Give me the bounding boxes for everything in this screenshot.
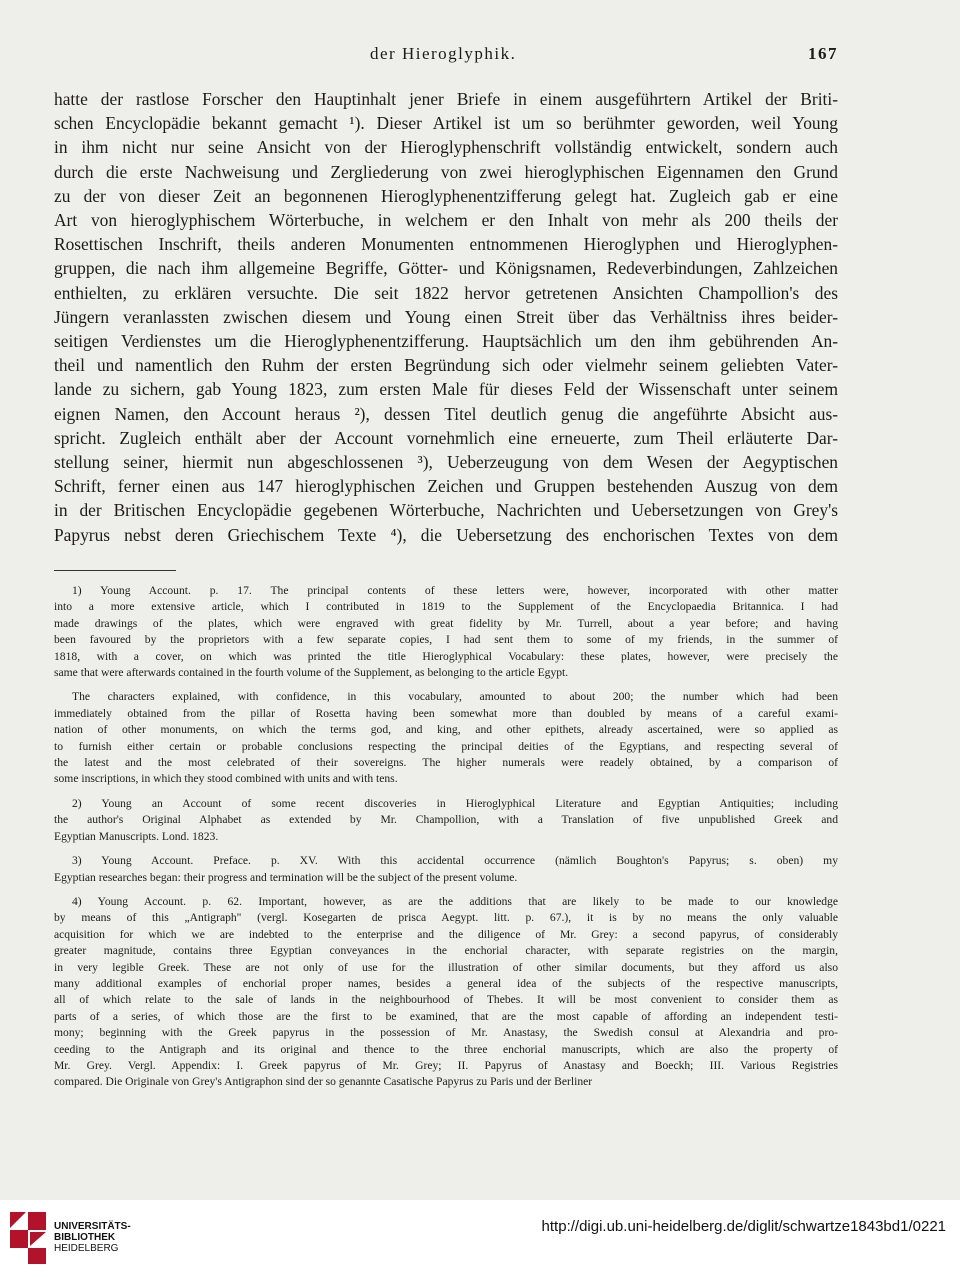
footnote-line: 2) Young an Account of some recent discoveries in Hieroglyphical Literature and Egyptian Antiquities; including — [72, 796, 838, 810]
text-line: spricht. Zugleich enthält aber der Account vornehmlich eine erneuerte, zum Theil erläuterte Dar- — [54, 427, 838, 448]
footnote-line: 4) Young Account. p. 62. Important, however, as are the additions that are likely to be made to our knowledge — [72, 894, 838, 908]
footnote-line: all of which relate to the sale of lands in the neighbourhood of Thebes. It will be most convenient to consider them as — [54, 993, 838, 1007]
footer-bar — [0, 1200, 960, 1277]
footnote-line: parts of a series, of which those are the first to be examined, that are the most capable of affording an independent testi- — [54, 1009, 838, 1023]
footnote-line: 1) Young Account. p. 17. The principal contents of these letters were, however, incorporated with other matter — [72, 584, 838, 597]
text-line: stellung seiner, hiermit nun abgeschlossenen ³), Ueberzeugung von dem Wesen der Aegyptischen — [54, 452, 838, 473]
text-line: eignen Namen, den Account heraus ²), dessen Titel deutlich genug die angeführte Absicht aus- — [54, 403, 838, 424]
library-name — [54, 1221, 131, 1254]
footnote-rule — [54, 570, 176, 571]
footnote-line: some inscriptions, in which they stood combined with units and with tens. — [54, 772, 398, 786]
library-name-line-2: BIBLIOTHEK — [54, 1232, 116, 1243]
footnote-line: many additional examples of enchorial proper names, besides a general idea of the subjects of the respective manuscripts, — [54, 976, 838, 990]
footnote-line: been favoured by the proprietors with a few separate copies, I had sent them to some of my friends, in the summer of — [54, 633, 838, 647]
text-line: Rosettischen Inschrift, theils anderen Monumenten entnommenen Hieroglyphen und Hieroglyphen- — [54, 234, 838, 255]
footnote-line: 1818, with a cover, on which was printed the title Hieroglyphical Vocabulary: these plates, however, were precisely the — [54, 649, 838, 663]
text-line: zu der von dieser Zeit an begonnenen Hieroglyphenentzifferung gelegt hat. Zugleich gab er eine — [54, 185, 838, 206]
footnote-line: ceeding to the Antigraph and its original and thence to the three enchorial manuscripts, which are also the property of — [54, 1042, 838, 1056]
footnote-line: Egyptian researches began: their progress and termination will be the subject of the present volume. — [54, 870, 518, 884]
footnote-line: immediately obtained from the pillar of Rosetta having been somewhat more than doubled by means of a careful exami- — [54, 706, 838, 720]
text-line: hatte der rastlose Forscher den Hauptinhalt jener Briefe in einem ausgeführtern Artikel der Briti- — [54, 89, 838, 109]
footnote-4 — [54, 894, 838, 1091]
footnote-line: the author's Original Alphabet as extended by Mr. Champollion, with a Translation of five unpublished Greek and — [54, 813, 838, 827]
text-line: seitigen Verdienstes um die Hieroglyphenentzifferung. Hauptsächlich um den ihm gebührenden An- — [54, 331, 838, 352]
footnote-line: Mr. Grey. Vergl. Appendix: I. Greek papyrus of Mr. Grey; II. Papyrus of Anastasy and Boeckh; III. Various Registries — [54, 1058, 838, 1072]
footnote-line: same that were afterwards contained in the fourth volume of the Supplement, as belonging to the article Egypt. — [54, 666, 569, 680]
text-line: in ihm nicht nur seine Ansicht von der Hieroglyphenschrift vollständig entwickelt, sondern auch — [54, 137, 838, 158]
footnote-1 — [54, 583, 838, 681]
footnotes — [54, 583, 838, 1099]
main-text — [54, 87, 838, 547]
footnote-line: compared. Die Originale von Grey's Antigraphon sind der so genannte Casatische Papyrus zu Paris und der Berliner — [54, 1075, 593, 1089]
footnote-line: acquisition for which we are indebted to the enterprise and the diligence of Mr. Grey: a second papyrus, of considerably — [54, 927, 838, 941]
footnote-line: nation of other monuments, on which the terms god, and king, and other epithets, already ascertained, were so applied as — [54, 723, 838, 737]
footnote-line: into a more extensive article, which I contributed in 1819 to the Supplement of the Encyclopaedia Britannica. I had — [54, 600, 838, 614]
footnote-line: to furnish either certain or probable conclusions respecting the principal deities of the Egyptians, and respecting several of — [54, 739, 838, 753]
text-line: Schrift, ferner einen aus 147 hieroglyphischen Zeichen und Gruppen bestehenden Auszug von dem — [54, 476, 838, 497]
footnote-line: 3) Young Account. Preface. p. XV. With this accidental occurrence (nämlich Boughton's Papyrus; s. oben) my — [72, 854, 838, 868]
text-line: in der Britischen Encyclopädie gegebenen Wörterbuche, Nachrichten und Uebersetzungen von Grey's — [54, 500, 838, 521]
footnote-line: by means of this „Antigraph" (vergl. Kosegarten de prisca Aegypt. litt. p. 67.), it is by no means the only valuable — [54, 911, 838, 925]
text-line: Jüngern veranlassten zwischen diesem und Young einen Streit über das Verhältniss ihres beider- — [54, 306, 838, 327]
footnote-line: The characters explained, with confidence, in this vocabulary, amounted to about 200; the number which had been — [72, 690, 838, 704]
text-line: enthielten, zu erklären versuchte. Die seit 1822 hervor getretenen Ansichten Champollion's des — [54, 282, 838, 303]
running-head: der Hieroglyphik. — [370, 44, 517, 63]
university-library-logo-icon — [8, 1210, 48, 1266]
text-line: Art von hieroglyphischem Wörterbuche, in welchem er den Inhalt von mehr als 200 theils der — [54, 210, 838, 231]
footnote-3 — [54, 853, 838, 886]
text-line: Papyrus nebst deren Griechischem Texte ⁴), die Uebersetzung des enchorischen Textes von dem — [54, 524, 838, 545]
library-name-line-1: UNIVERSITÄTS- — [54, 1221, 131, 1232]
footnote-line: in very legible Greek. These are not only of use for the illustration of other similar documents, but they afford us also — [54, 960, 838, 974]
text-line: schen Encyclopädie bekannt gemacht ¹). Dieser Artikel ist um so berühmter geworden, weil Young — [54, 113, 838, 134]
footnote-line: made drawings of the plates, which were engraved with great fidelity by Mr. Turrell, about a year before; and having — [54, 616, 838, 630]
footnote-1-continuation — [54, 689, 838, 787]
text-line: theil und namentlich den Ruhm der ersten Begründung sich oder vielmehr seinem geliebten Vater- — [54, 355, 838, 376]
footnote-2 — [54, 796, 838, 845]
footnote-line: the latest and the most celebrated of their sovereigns. The higher numerals were readely obtained, by a comparison of — [54, 756, 838, 770]
footnote-line: mony; beginning with the Greek papyrus in the possession of Mr. Anastasy, the Swedish consul at Alexandria and pro- — [54, 1026, 838, 1040]
text-line: lande zu sichern, gab Young 1823, zum ersten Male für dieses Feld der Wissenschaft unter seinem — [54, 379, 838, 400]
footnote-line: greater magnitude, contains three Egyptian conveyances in the enchorial character, with separate registries on the margin, — [54, 944, 838, 958]
page-header — [54, 44, 838, 70]
footnote-line: Egyptian Manuscripts. Lond. 1823. — [54, 829, 219, 843]
text-line: durch die erste Nachweisung und Zergliederung von zwei hieroglyphischen Eigennamen den Grund — [54, 161, 838, 182]
page-number: 167 — [808, 44, 838, 63]
text-line: gruppen, die nach ihm allgemeine Begriffe, Götter- und Königsnamen, Redeverbindungen, Zahlzeichen — [54, 258, 838, 279]
source-url-link[interactable]: http://digi.ub.uni-heidelberg.de/diglit/schwartze1843bd1/0221 — [541, 1218, 946, 1235]
library-name-line-3: HEIDELBERG — [54, 1243, 119, 1254]
